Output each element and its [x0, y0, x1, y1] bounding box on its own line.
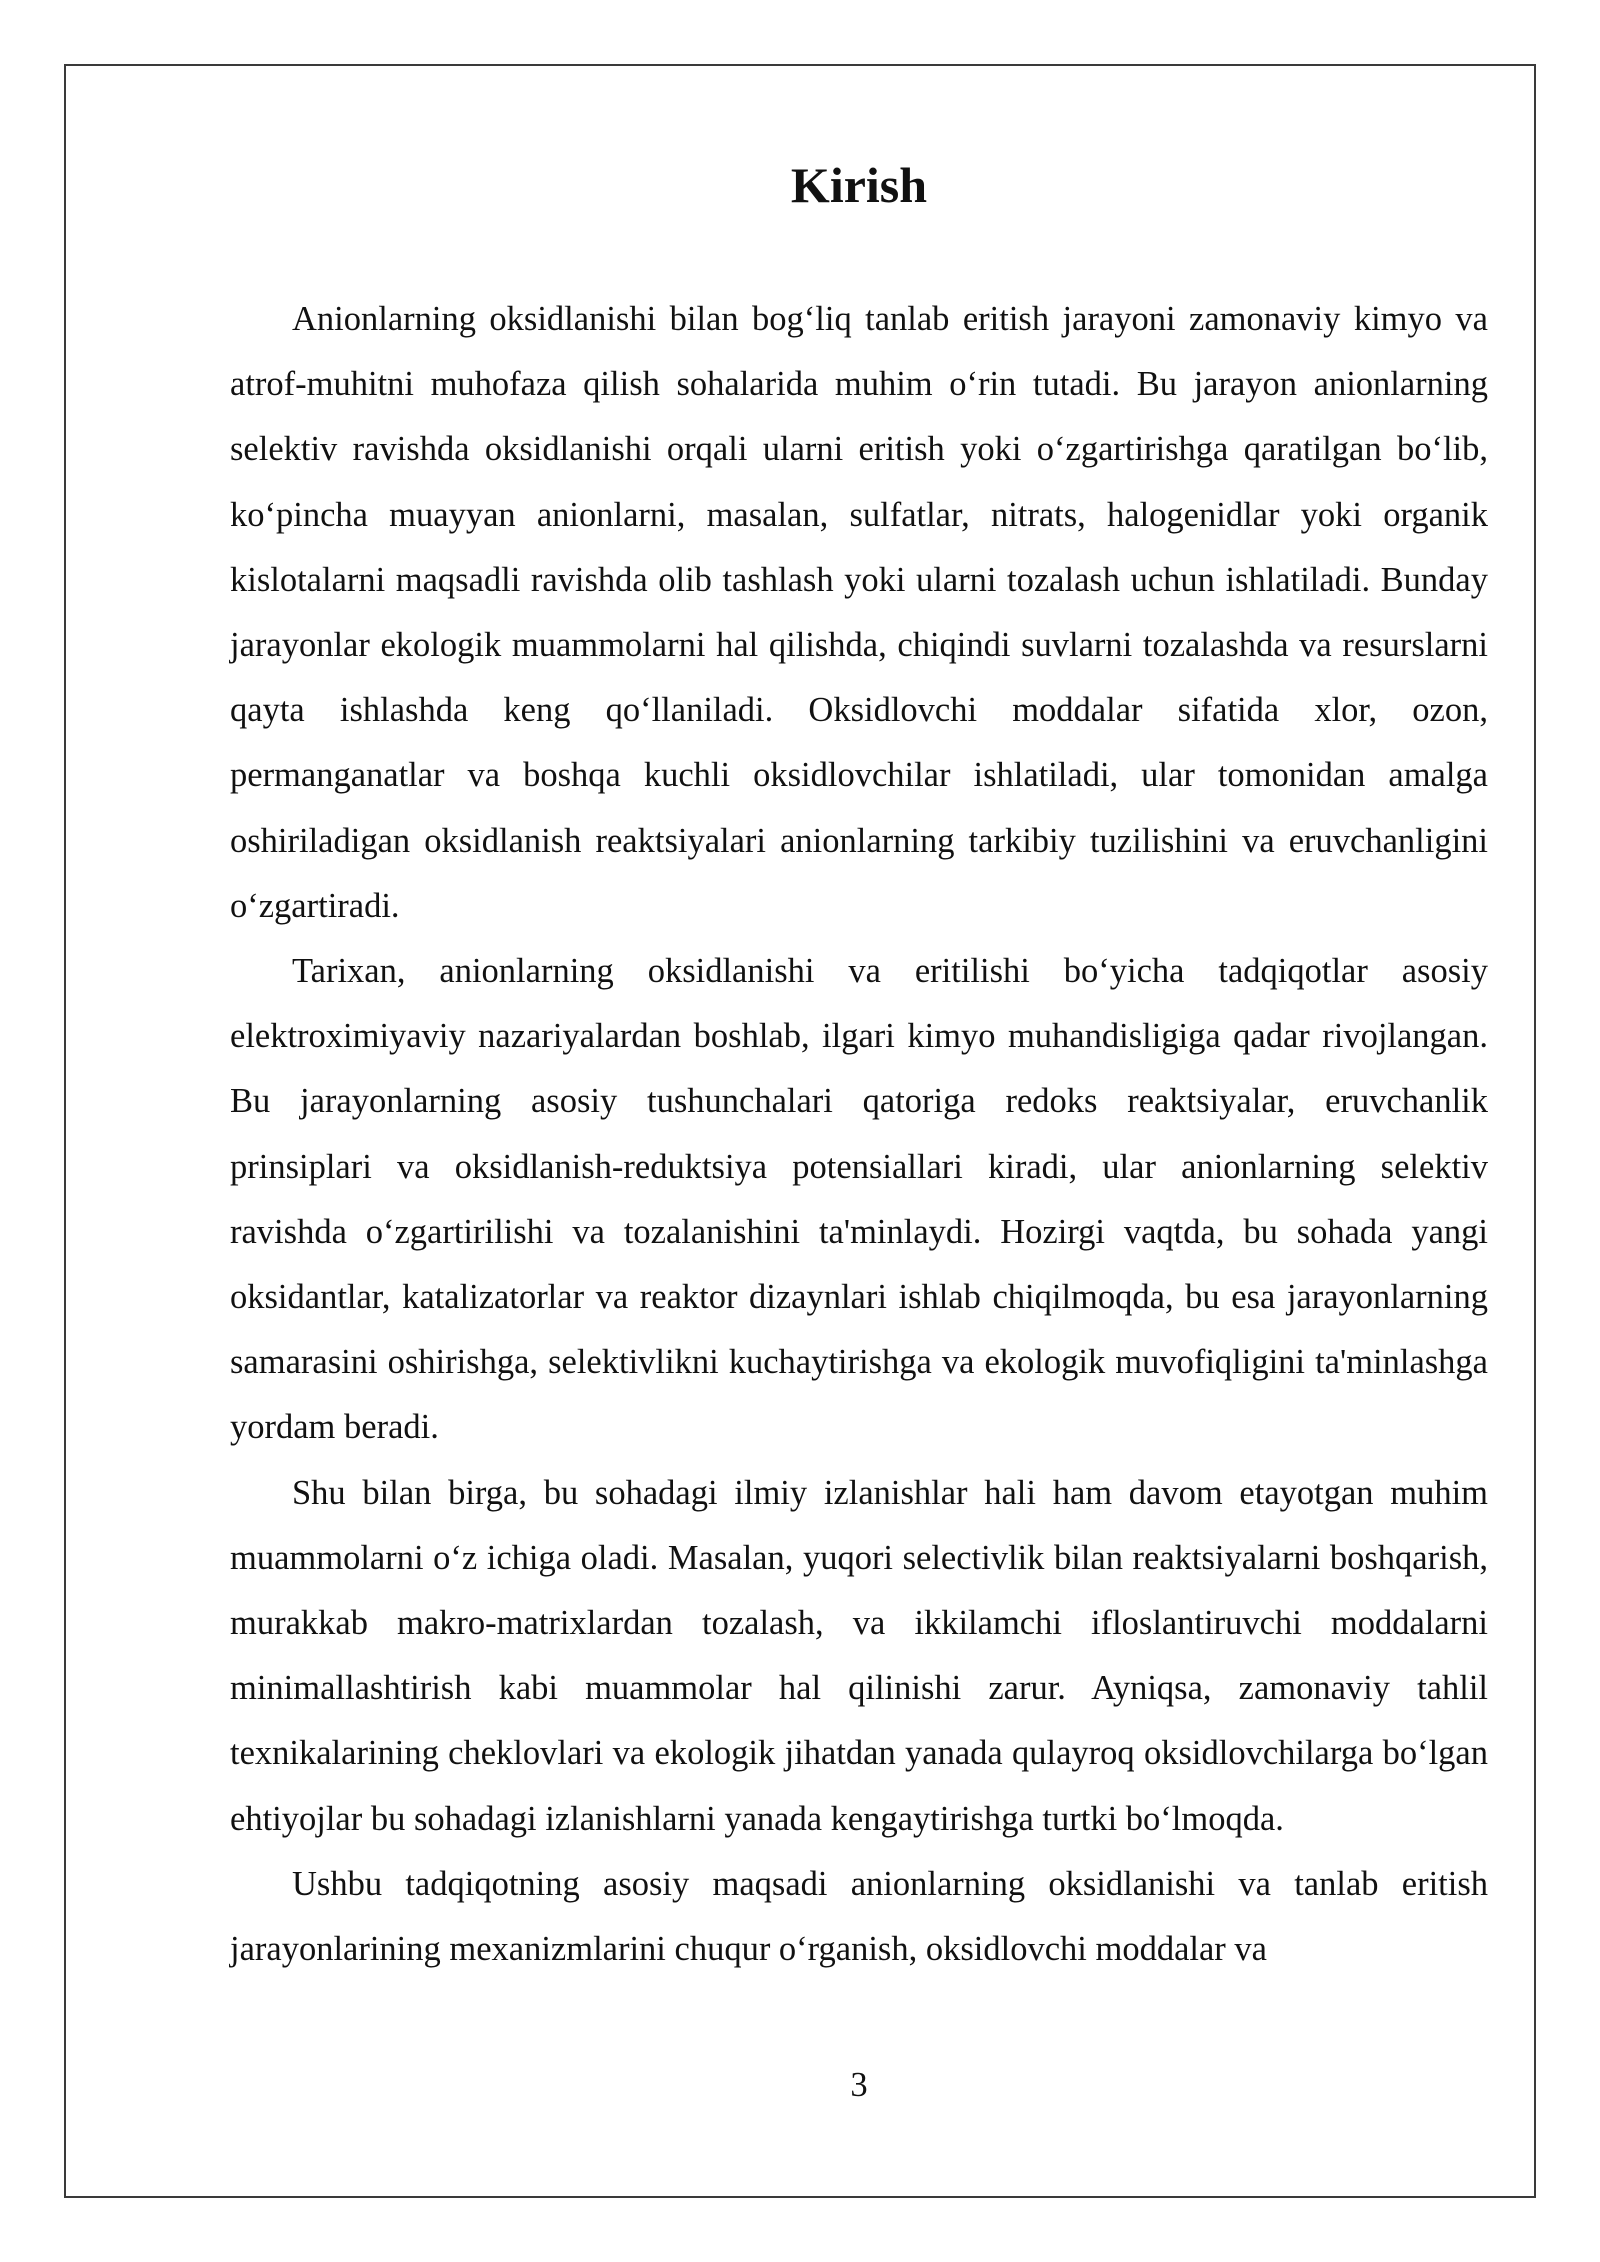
- page-title: Kirish: [790, 157, 928, 213]
- page-number: 3: [850, 2066, 868, 2104]
- paragraph-2: Tarixan, anionlarning oksidlanishi va eritilishi bo‘yicha tadqiqotlar asosiy elektroximiyaviy nazariyalardan boshlab, ilgari kimyo muhandisligiga qadar rivojlangan. Bu jarayonlarning asosiy tushunchalari qatoriga redoks reaktsiyalar, eruvchanlik prinsiplari va oksidlanish-reduktsiya potensiallari kiradi, ular anionlarning selektiv ravishda o‘zgartirilishi va tozalanishini ta'minlaydi. Hozirgi vaqtda, bu sohada yangi oksidantlar, katalizatorlar va reaktor dizaynlari ishlab chiqilmoqda, bu esa jarayonlarning samarasini oshirishga, selektivlikni kuchaytirishga va ekologik muvofiqligini ta'minlashga yordam beradi.: [230, 952, 1488, 1447]
- paragraph-4: Ushbu tadqiqotning asosiy maqsadi anionlarning oksidlanishi va tanlab eritish jarayonlarining mexanizmlarini chuqur o‘rganish, oksidlovchi moddalar va: [230, 1864, 1488, 1969]
- paragraph-1: Anionlarning oksidlanishi bilan bog‘liq tanlab eritish jarayoni zamonaviy kimyo va atrof-muhitni muhofaza qilish sohalarida muhim o‘rin tutadi. Bu jarayon anionlarning selektiv ravishda oksidlanishi orqali ularni eritish yoki o‘zgartirishga qaratilgan bo‘lib, ko‘pincha muayyan anionlarni, masalan, sulfatlar, nitrats, halogenidlar yoki organik kislotalarni maqsadli ravishda olib tashlash yoki ularni tozalash uchun ishlatiladi. Bunday jarayonlar ekologik muammolarni hal qilishda, chiqindi suvlarni tozalashda va resurslarni qayta ishlashda keng qo‘llaniladi. Oksidlovchi moddalar sifatida xlor, ozon, permanganatlar va boshqa kuchli oksidlovchilar ishlatiladi, ular tomonidan amalga oshiriladigan oksidlanish reaktsiyalari anionlarning tarkibiy tuzilishini va eruvchanligini o‘zgartiradi.: [230, 300, 1488, 925]
- document-body: [230, 287, 1488, 1982]
- paragraph-3: Shu bilan birga, bu sohadagi ilmiy izlanishlar hali ham davom etayotgan muhim muammolarni o‘z ichiga oladi. Masalan, yuqori selectivlik bilan reaktsiyalarni boshqarish, murakkab makro-matrixlardan tozalash, va ikkilamchi ifloslantiruvchi moddalarni minimallashtirish kabi muammolar hal qilinishi zarur. Ayniqsa, zamonaviy tahlil texnikalarining cheklovlari va ekologik jihatdan yanada qulayroq oksidlovchilarga bo‘lgan ehtiyojlar bu sohadagi izlanishlarni yanada kengaytirishga turtki bo‘lmoqda.: [230, 1473, 1488, 1838]
